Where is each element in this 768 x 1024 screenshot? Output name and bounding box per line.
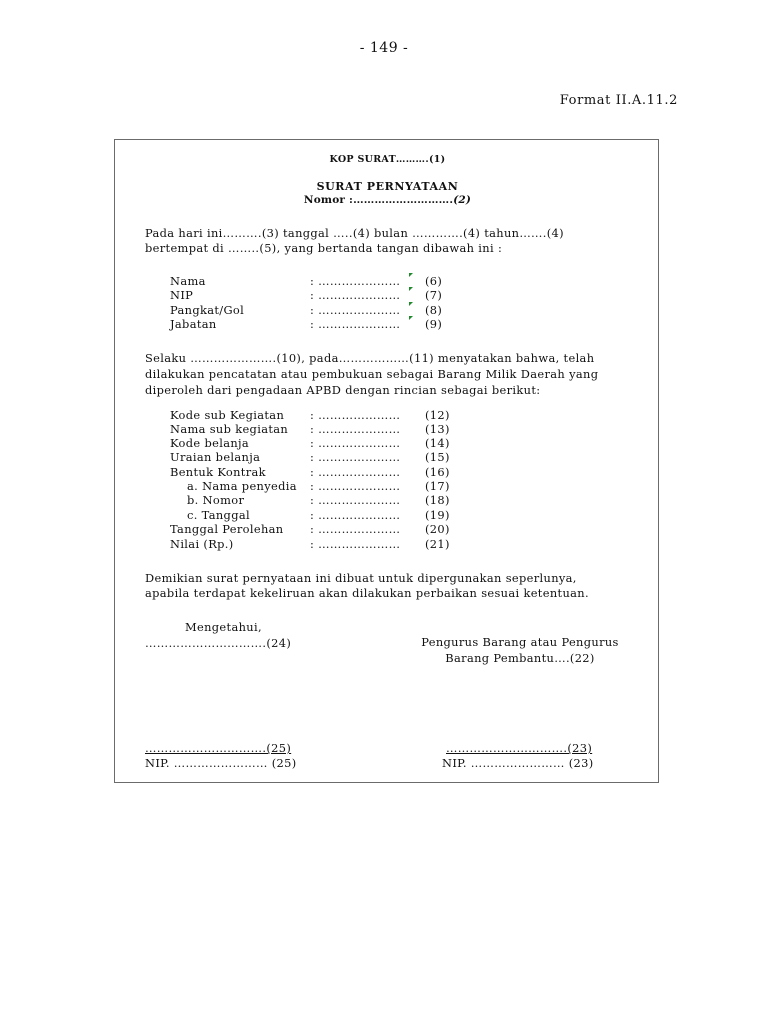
- field-label-pangkat: Pangkat/Gol: [170, 303, 245, 317]
- kop-surat: KOP SURAT……….(1): [329, 154, 446, 165]
- detail-label: Tanggal Perolehan: [170, 522, 284, 536]
- detail-value: : …………………: [310, 408, 401, 422]
- detail-ref: (20): [425, 522, 450, 536]
- field-value-jabatan: : …………………: [310, 317, 401, 331]
- right-sign-role-1: Pengurus Barang atau Pengurus: [421, 635, 619, 649]
- detail-value: : …………………: [310, 522, 401, 536]
- left-sign-heading: Mengetahui,: [185, 620, 262, 634]
- field-label-nip: NIP: [170, 288, 194, 302]
- comment-marker-icon: [409, 273, 413, 277]
- detail-label: a. Nama penyedia: [187, 479, 297, 493]
- detail-value: : …………………: [310, 450, 401, 464]
- comment-marker-icon: [409, 287, 413, 291]
- detail-label: Nama sub kegiatan: [170, 422, 289, 436]
- letter-number-label: Nomor :……………………….: [303, 194, 454, 206]
- detail-value: : …………………: [310, 493, 401, 507]
- field-value-pangkat: : …………………: [310, 303, 401, 317]
- letter-number: [115, 194, 660, 206]
- detail-value: : …………………: [310, 436, 401, 450]
- statement-line-1: Selaku ………………….(10), pada………………(11) menyatakan bahwa, telah: [145, 351, 595, 365]
- detail-value: : …………………: [310, 422, 401, 436]
- comment-marker-icon: [409, 302, 413, 306]
- detail-value: : …………………: [310, 508, 401, 522]
- field-ref-pangkat: (8): [425, 303, 443, 317]
- detail-label: Uraian belanja: [170, 450, 261, 464]
- left-sign-role: ………………………….(24): [145, 636, 292, 650]
- detail-ref: (19): [425, 508, 450, 522]
- right-sign-name: ………………………….(23): [446, 741, 593, 755]
- detail-label: Kode belanja: [170, 436, 250, 450]
- left-sign-name: ………………………….(25): [145, 741, 292, 755]
- detail-label: c. Tanggal: [187, 508, 250, 522]
- intro-line-2: bertempat di ……..(5), yang bertanda tangan dibawah ini :: [145, 241, 503, 255]
- field-value-nama: : …………………: [310, 274, 401, 288]
- letter-frame: [114, 139, 659, 783]
- detail-ref: (16): [425, 465, 450, 479]
- left-sign-nip: NIP. …………………… (25): [145, 756, 297, 770]
- field-label-nama: Nama: [170, 274, 206, 288]
- field-ref-jabatan: (9): [425, 317, 443, 331]
- detail-value: : …………………: [310, 465, 401, 479]
- statement-line-2: dilakukan pencatatan atau pembukuan sebagai Barang Milik Daerah yang: [145, 367, 599, 381]
- field-label-jabatan: Jabatan: [170, 317, 217, 331]
- format-code: Format II.A.11.2: [559, 93, 678, 108]
- intro-line-1: Pada hari ini……….(3) tanggal …..(4) bulan ………….(4) tahun…….(4): [145, 226, 564, 240]
- detail-ref: (14): [425, 436, 450, 450]
- comment-marker-icon: [409, 316, 413, 320]
- field-value-nip: : …………………: [310, 288, 401, 302]
- detail-ref: (18): [425, 493, 450, 507]
- page-number: - 149 -: [359, 40, 409, 56]
- detail-label: Bentuk Kontrak: [170, 465, 266, 479]
- closing-line-1: Demikian surat pernyataan ini dibuat untuk dipergunakan seperlunya,: [145, 571, 577, 585]
- closing-line-2: apabila terdapat kekeliruan akan dilakukan perbaikan sesuai ketentuan.: [145, 586, 589, 600]
- right-sign-role-2: Barang Pembantu….(22): [445, 651, 595, 665]
- detail-value: : …………………: [310, 479, 401, 493]
- field-ref-nip: (7): [425, 288, 443, 302]
- detail-ref: (13): [425, 422, 450, 436]
- detail-ref: (17): [425, 479, 450, 493]
- detail-label: b. Nomor: [187, 493, 245, 507]
- field-ref-nama: (6): [425, 274, 443, 288]
- right-sign-nip: NIP. …………………… (23): [442, 756, 594, 770]
- letter-title: SURAT PERNYATAAN: [316, 180, 459, 193]
- detail-value: : …………………: [310, 537, 401, 551]
- detail-label: Kode sub Kegiatan: [170, 408, 285, 422]
- statement-line-3: diperoleh dari pengadaan APBD dengan rincian sebagai berikut:: [145, 383, 541, 397]
- detail-label: Nilai (Rp.): [170, 537, 234, 551]
- detail-ref: (21): [425, 537, 450, 551]
- detail-ref: (15): [425, 450, 450, 464]
- detail-ref: (12): [425, 408, 450, 422]
- letter-number-ref: (2): [453, 194, 472, 206]
